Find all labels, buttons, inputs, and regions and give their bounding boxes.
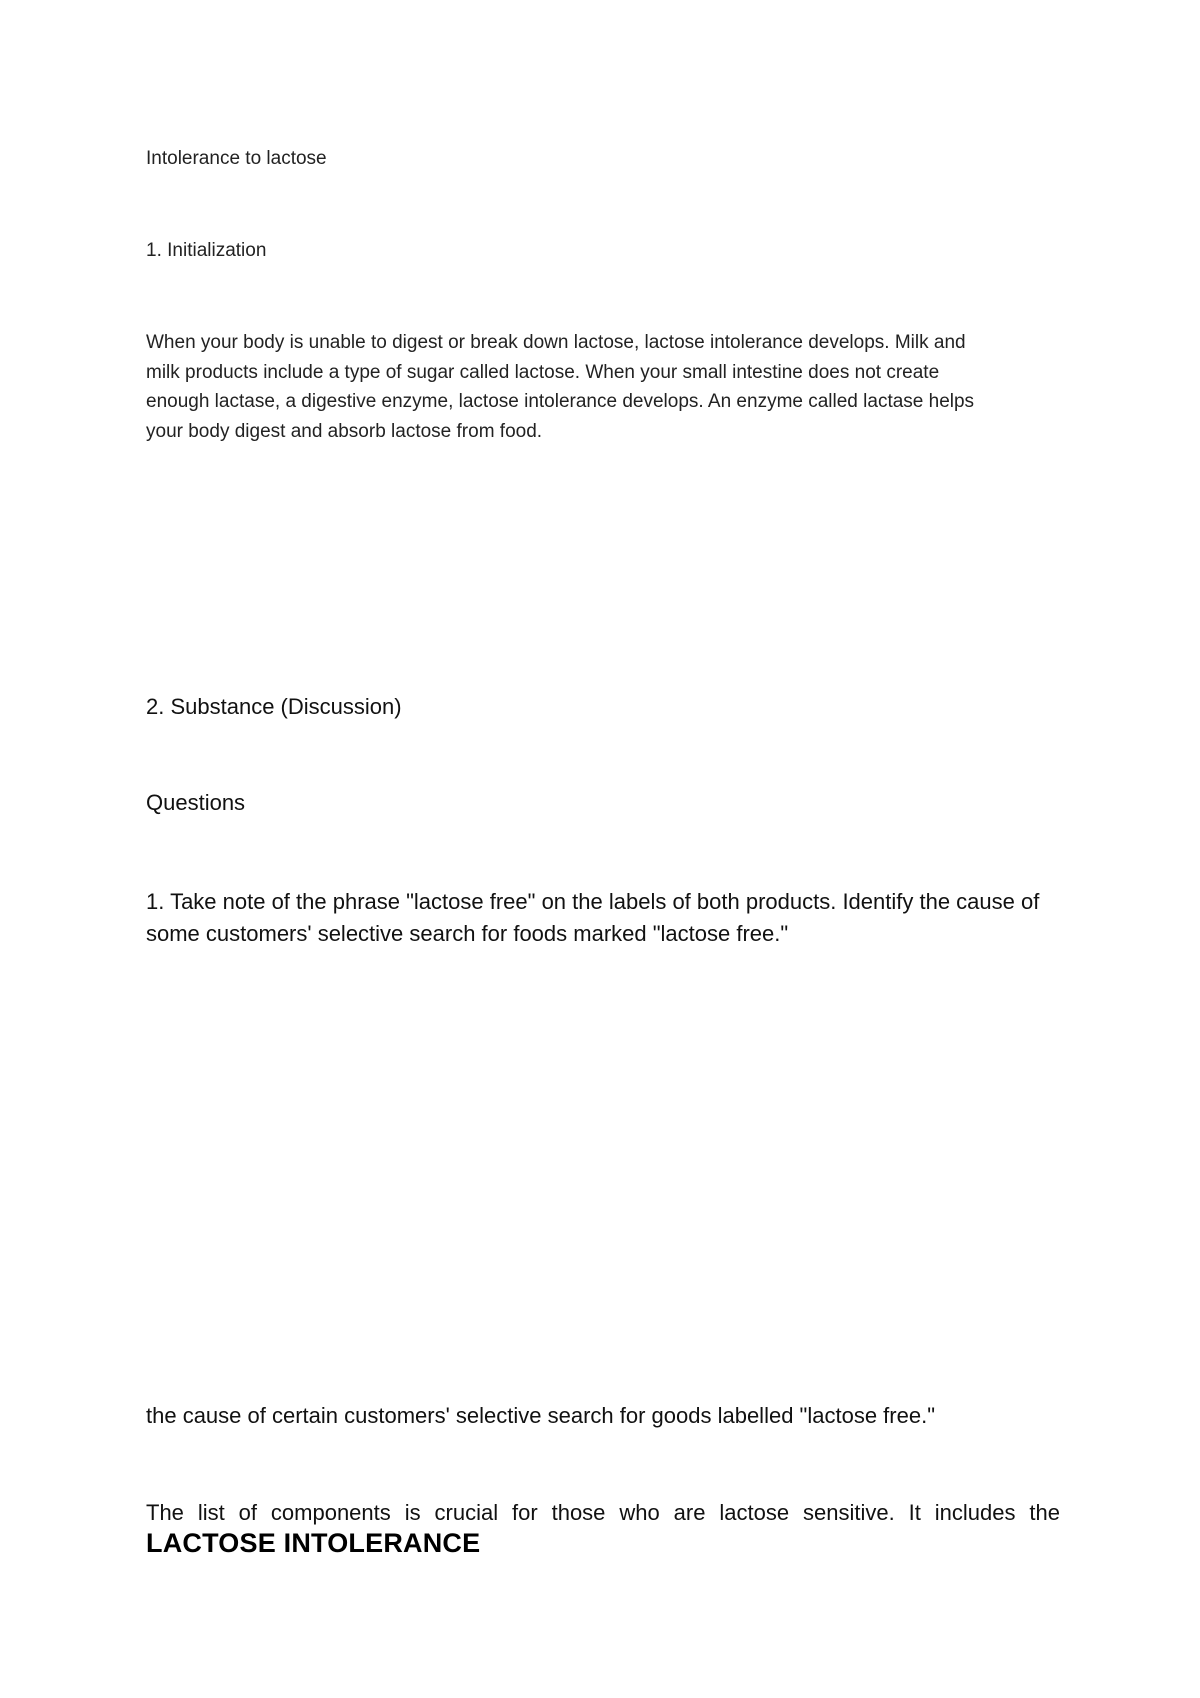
answer-line: the cause of certain customers' selective search for goods labelled "lactose free." bbox=[146, 1403, 936, 1428]
section1-heading: 1. Initialization bbox=[146, 240, 267, 261]
document-title: Intolerance to lactose bbox=[146, 148, 327, 169]
question-line: some customers' selective search for foods marked "lactose free." bbox=[146, 921, 789, 946]
paragraph-line: When your body is unable to digest or break down lactose, lactose intolerance develops. Milk and bbox=[146, 332, 966, 353]
paragraph-line: your body digest and absorb lactose from food. bbox=[146, 420, 543, 442]
paragraph-line: milk products include a type of sugar called lactose. When your small intestine does not create bbox=[146, 361, 940, 383]
question-1 bbox=[146, 886, 1076, 950]
components-line: The list of components is crucial for those who are lactose sensitive. It includes the bbox=[146, 1500, 1060, 1525]
question-line: 1. Take note of the phrase "lactose free" on the labels of both products. Identify the cause of bbox=[146, 889, 1040, 914]
banner-heading: LACTOSE INTOLERANCE bbox=[146, 1528, 481, 1558]
section2-heading: 2. Substance (Discussion) bbox=[146, 694, 402, 719]
paragraph-line: enough lactase, a digestive enzyme, lactose intolerance develops. An enzyme called lactase helps bbox=[146, 391, 975, 412]
section1-paragraph bbox=[146, 328, 1046, 446]
questions-heading: Questions bbox=[146, 790, 246, 815]
